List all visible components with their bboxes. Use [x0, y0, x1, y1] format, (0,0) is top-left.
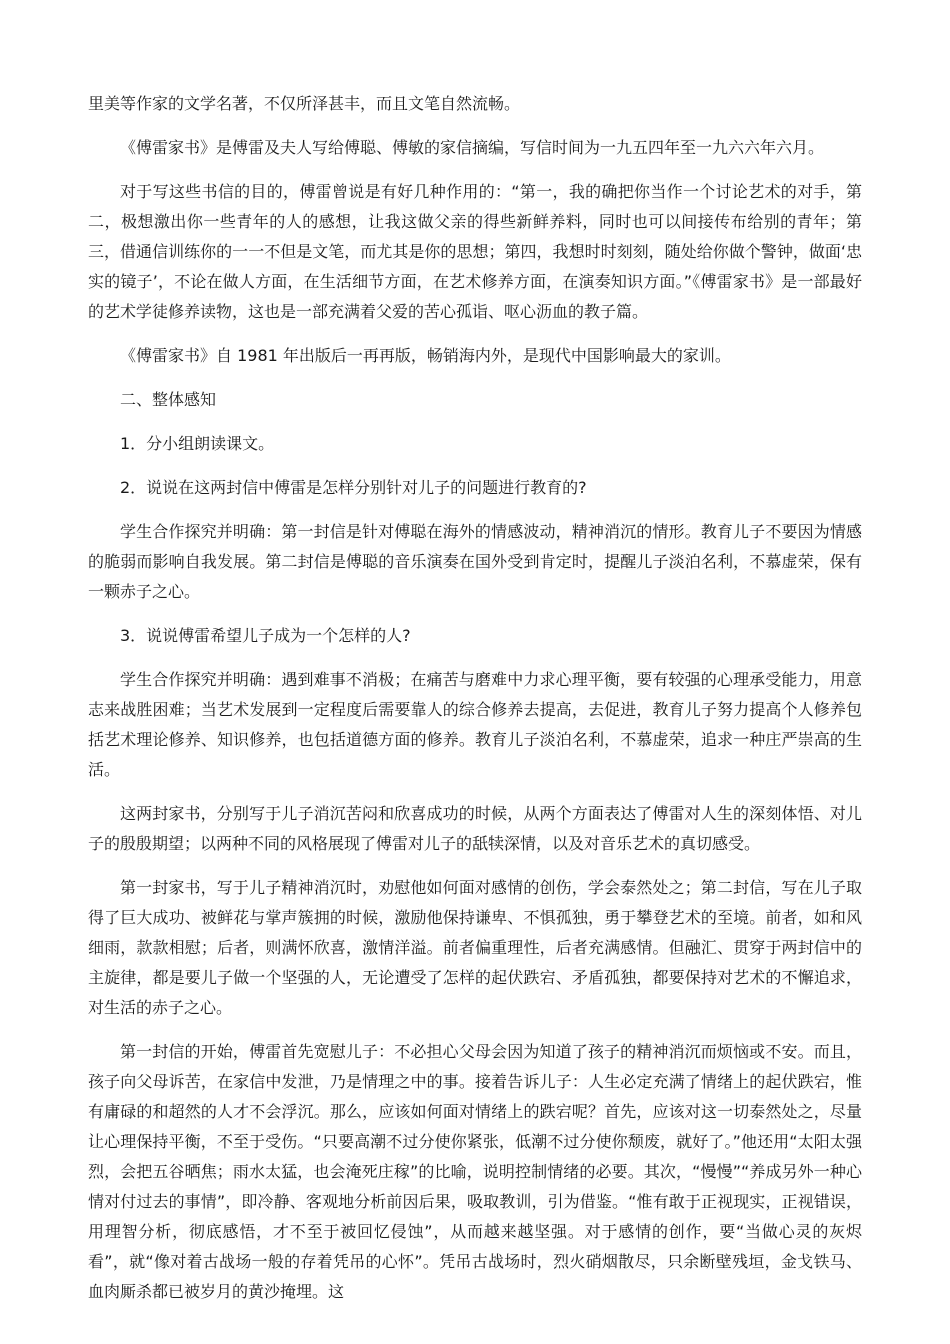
section-heading-overall-perception: 二、整体感知 — [120, 390, 217, 409]
paragraph-letter-purpose: 对于写这些书信的目的，傅雷曾说是有好几种作用的：“第一，我的确把你当作一个讨论艺术的对手，第二，极想激出你一些青年的人的感想，让我这做父亲的得些新鲜养料，同时也可以间接传布给别的青年；第三，借通信训练你的一一不但是文笔，而尤其是你的思想；第四，我想时时刻刻，随处给你做个警钟，做面‘忠实的镜子’，不论在做人方面，在生活细节方面，在艺术修养方面，在演奏知识方面。”《傅雷家书》是一部最好的艺术学徒修养读物，这也是一部充满着父爱的苦心孤诣、呕心沥血的教子篇。 — [88, 182, 862, 321]
question-3: 3．说说傅雷希望儿子成为一个怎样的人? — [120, 626, 411, 645]
paragraph-publication: 《傅雷家书》自 1981 年出版后一再再版，畅销海内外，是现代中国影响最大的家训。 — [120, 346, 731, 365]
paragraph-book-intro: 《傅雷家书》是傅雷及夫人写给傅聪、傅敏的家信摘编，写信时间为一九五四年至一九六六年六月。 — [120, 138, 825, 157]
paragraph-letter-comparison: 第一封家书，写于儿子精神消沉时，劝慰他如何面对感情的创伤，学会泰然处之；第二封信，写在儿子取得了巨大成功、被鲜花与掌声簇拥的时候，激励他保持谦卑、不惧孤独，勇于攀登艺术的至境。前者，如和风细雨，款款相慰；后者，则满怀欣喜，激情洋溢。前者偏重理性，后者充满感情。但融汇、贯穿于两封信中的主旋律，都是要儿子做一个坚强的人，无论遭受了怎样的起伏跌宕、矛盾孤独，都要保持对艺术的不懈追求，对生活的赤子之心。 — [88, 878, 862, 1017]
answer-2: 学生合作探究并明确：第一封信是针对傅聪在海外的情感波动，精神消沉的情形。教育儿子不要因为情感的脆弱而影响自我发展。第二封信是傅聪的音乐演奏在国外受到肯定时，提醒儿子淡泊名利，不慕虚荣，保有一颗赤子之心。 — [88, 522, 862, 601]
paragraph-first-letter-analysis: 第一封信的开始，傅雷首先宽慰儿子：不必担心父母会因为知道了孩子的精神消沉而烦恼或不安。而且，孩子向父母诉苦，在家信中发泄，乃是情理之中的事。接着告诉儿子：人生必定充满了情绪上的起伏跌宕，惟有庸碌的和超然的人才不会浮沉。那么，应该如何面对情绪上的跌宕呢？首先，应该对这一切泰然处之，尽量让心理保持平衡，不至于受伤。“只要高潮不过分使你紧张，低潮不过分使你颓废，就好了。”他还用“太阳太强烈，会把五谷晒焦；雨水太猛，也会淹死庄稼”的比喻，说明控制情绪的必要。其次，“慢慢”“养成另外一种心情对付过去的事情”，即冷静、客观地分析前因后果，吸取教训，引为借鉴。“惟有敢于正视现实，正视错误，用理智分析，彻底感悟，才不至于被回忆侵蚀”，从而越来越坚强。对于感情的创作，要“当做心灵的灰烬看”，就“像对着古战场一般的存着凭吊的心怀”。凭吊古战场时，烈火硝烟散尽，只余断壁残垣，金戈铁马、血肉厮杀都已被岁月的黄沙掩埋。这 — [88, 1042, 862, 1301]
question-1: 1．分小组朗读课文。 — [120, 434, 275, 453]
document-body — [88, 89, 862, 1321]
answer-3: 学生合作探究并明确：遇到难事不消极；在痛苦与磨难中力求心理平衡，要有较强的心理承受能力，用意志来战胜困难；当艺术发展到一定程度后需要靠人的综合修养去提高，去促进，教育儿子努力提高个人修养包括艺术理论修养、知识修养，也包括道德方面的修养。教育儿子淡泊名利，不慕虚荣，追求一种庄严崇高的生活。 — [88, 670, 862, 779]
paragraph-continuation: 里美等作家的文学名著，不仅所泽甚丰，而且文笔自然流畅。 — [88, 94, 521, 113]
paragraph-two-letters-summary: 这两封家书，分别写于儿子消沉苦闷和欣喜成功的时候，从两个方面表达了傅雷对人生的深刻体悟、对儿子的殷殷期望；以两种不同的风格展现了傅雷对儿子的舐犊深情，以及对音乐艺术的真切感受。 — [88, 804, 862, 853]
question-2: 2．说说在这两封信中傅雷是怎样分别针对儿子的问题进行教育的? — [120, 478, 587, 497]
